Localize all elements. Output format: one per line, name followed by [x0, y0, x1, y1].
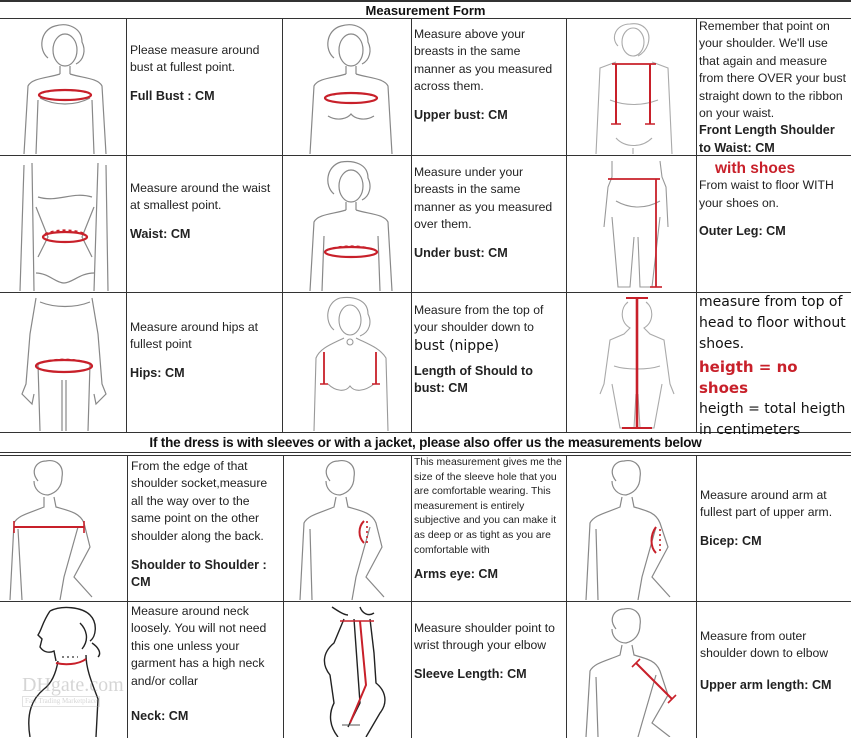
front-torso-upper-bust-loop-icon [296, 20, 406, 154]
full-bust-cell [128, 42, 280, 105]
bicep-cell [698, 487, 851, 550]
waist-description: Measure around the waist at smallest point. [130, 181, 271, 213]
divider [127, 455, 128, 738]
front-torso-shoulder-to-waist-lines-icon [580, 20, 690, 154]
upper-bust-description: Measure above your breasts in the same manner as you measured across them. [414, 27, 553, 94]
divider [566, 18, 567, 432]
waist-loop-icon [8, 157, 120, 291]
with-shoes-highlight: with shoes [715, 160, 796, 177]
under-bust-label: Under bust: CM [414, 245, 508, 260]
shoulder-to-shoulder-cell [129, 458, 282, 592]
form-title: Measurement Form [0, 0, 851, 20]
outer-leg-cell [697, 160, 851, 241]
divider [283, 455, 284, 738]
divider [0, 452, 851, 453]
bicep-loop-icon [576, 457, 692, 600]
waist-label: Waist: CM [130, 226, 191, 241]
upper-arm-length-label: Upper arm length: CM [700, 677, 832, 692]
shoulder-to-bust-description-bust: bust (nippe) [414, 337, 500, 354]
bicep-label: Bicep: CM [700, 533, 762, 548]
under-bust-description: Measure under your breasts in the same manner as you measured over them. [414, 165, 553, 232]
front-length-description: Remember that point on your shoulder. We'll use that again and measure from there OVER your bust straight down to the ribbon on your waist. [699, 19, 846, 121]
upper-bust-cell [412, 26, 564, 124]
under-bust-loop-icon [296, 160, 406, 291]
watermark-tagline: Fast Trading Marketplace [22, 696, 100, 707]
hips-label: Hips: CM [130, 365, 185, 380]
armhole-loop-icon [290, 457, 408, 600]
height-note: heigth = total heigth in centimeters [699, 401, 846, 438]
shoulder-to-shoulder-label: Shoulder to Shoulder : CM [131, 558, 267, 590]
outer-leg-label: Outer Leg: CM [699, 224, 786, 239]
hips-cell [128, 319, 280, 382]
shoulder-to-bust-lines-icon [298, 296, 406, 431]
neck-description: Measure around neck loosely. You will not need this one unless your garment has a high neck and/or collar [131, 604, 267, 688]
outer-leg-line-icon [590, 157, 690, 291]
divider [282, 18, 283, 432]
shoulder-to-bust-cell [412, 302, 564, 398]
shoulder-to-shoulder-line-icon [4, 457, 122, 600]
full-bust-label: Full Bust : CM [130, 88, 215, 103]
front-length-cell [697, 18, 851, 157]
hips-loop-icon [10, 294, 120, 431]
upper-arm-length-line-icon [580, 603, 692, 737]
bicep-description: Measure around arm at fullest part of upper arm. [700, 488, 833, 520]
sleeve-length-description: Measure shoulder point to wrist through your elbow [414, 621, 555, 653]
arms-eye-cell [412, 456, 566, 582]
sleeve-length-line-icon [304, 603, 404, 737]
height-highlight: heigth = no shoes [699, 358, 798, 397]
watermark-brand: DHgate.com [22, 674, 124, 696]
height-cell [697, 292, 851, 441]
sleeve-banner: If the dress is with sleeves or with a jacket, please also offer us the measurements below [149, 435, 702, 450]
outer-leg-description: From waist to floor WITH your shoes on. [699, 178, 834, 210]
under-bust-cell [412, 164, 564, 262]
watermark [22, 674, 122, 714]
neck-loop-icon [20, 603, 124, 737]
upper-bust-label: Upper bust: CM [414, 107, 508, 122]
shoulder-to-shoulder-description: From the edge of that shoulder socket,measure all the way over to the same point on the other shoulder along the back. [131, 459, 268, 543]
arms-eye-description: This measurement gives me the size of the sleeve hole that you are comfortable wearing. This measurement is entirely subjective and you can make it as deep or as tight as you are comfortable with [414, 457, 562, 556]
front-length-label: Front Length Shoulder to Waist: CM [699, 123, 835, 155]
neck-cell [129, 603, 283, 725]
sleeve-length-label: Sleeve Length: CM [414, 666, 527, 681]
shoulder-to-bust-description: Measure from the top of your shoulder down to [414, 303, 544, 335]
waist-cell [128, 180, 280, 243]
arms-eye-label: Arms eye: CM [414, 567, 498, 582]
front-torso-bust-loop-icon [10, 20, 120, 154]
full-bust-description: Please measure around bust at fullest point. [130, 43, 260, 75]
full-height-line-icon [586, 294, 690, 431]
divider [566, 455, 567, 738]
upper-arm-length-description: Measure from outer shoulder down to elbow [700, 629, 829, 661]
shoulder-to-bust-label: Length of Should to bust: CM [414, 363, 533, 396]
divider [126, 18, 127, 432]
divider [696, 455, 697, 738]
hips-description: Measure around hips at fullest point [130, 320, 259, 352]
upper-arm-length-cell [698, 628, 851, 694]
neck-label: Neck: CM [131, 709, 189, 724]
height-description: measure from top of head to floor without shoes. [699, 294, 846, 352]
sleeve-length-cell [412, 620, 566, 683]
